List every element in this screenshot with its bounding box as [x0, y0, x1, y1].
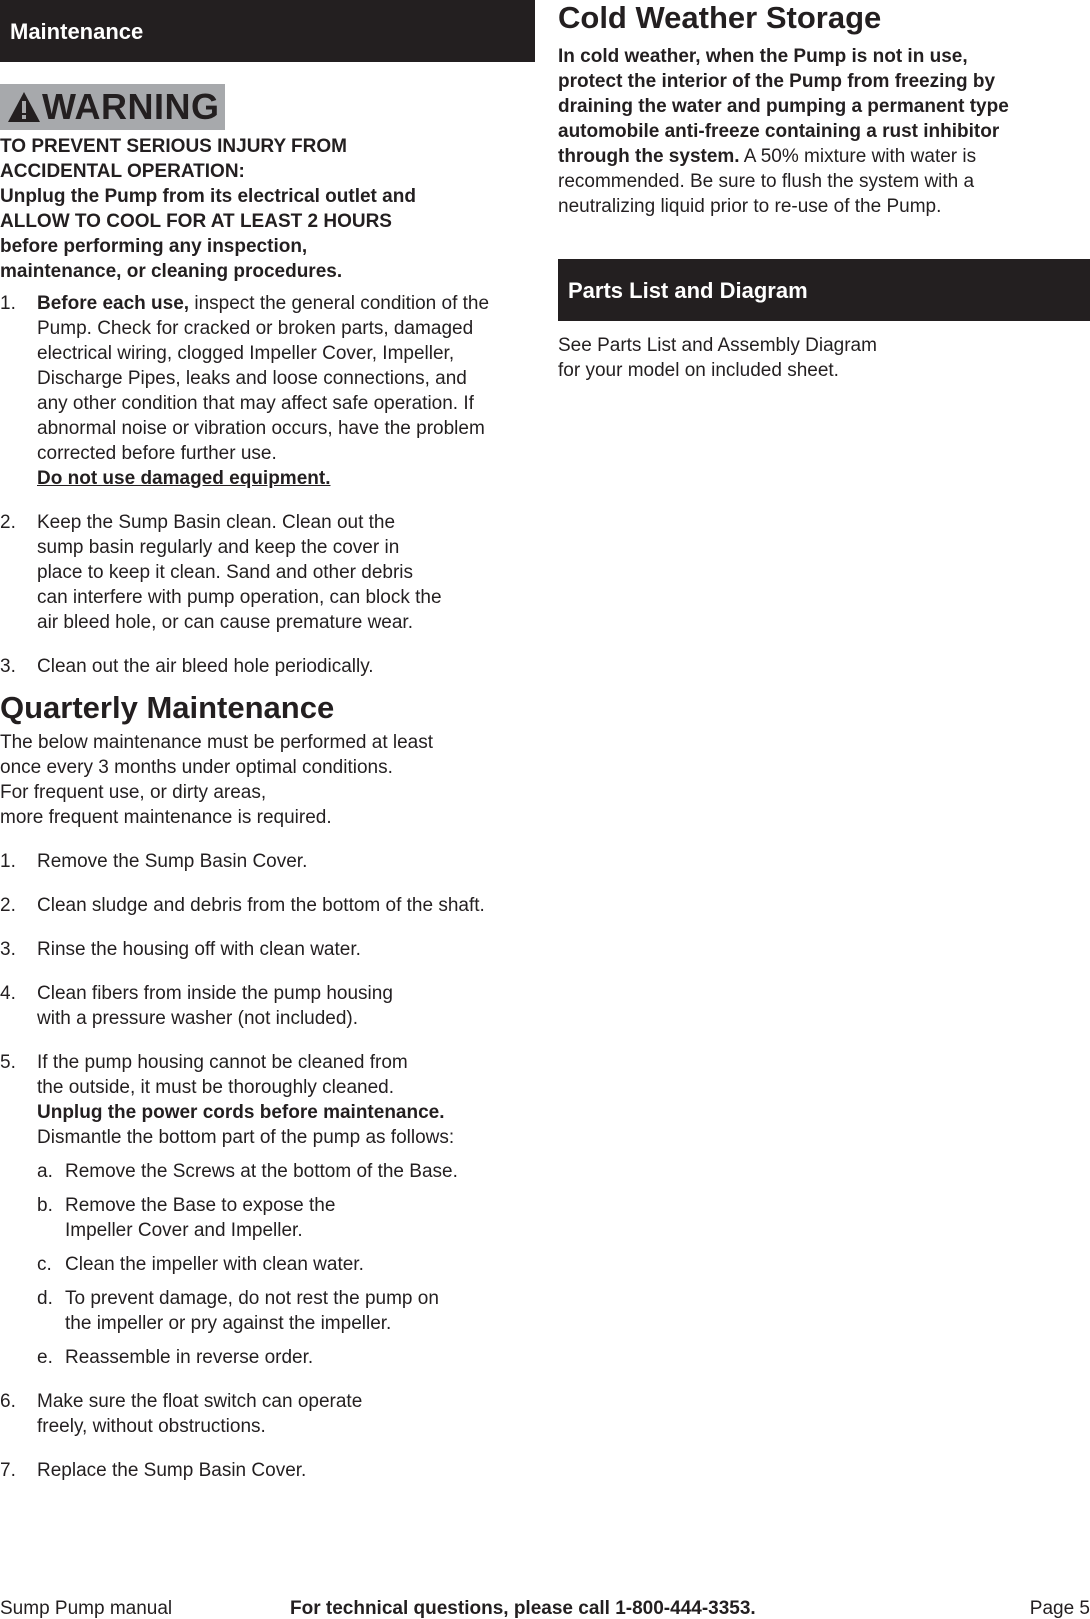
sub-text: To prevent damage, do not rest the pump on the impeller or pry against the impeller. — [65, 1288, 439, 1334]
sub-letter: d. — [37, 1288, 53, 1309]
list-item — [0, 849, 540, 874]
cold-weather-heading: Cold Weather Storage — [558, 0, 882, 35]
item-number: 2. — [0, 895, 16, 916]
item-number: 7. — [0, 1460, 16, 1481]
item-text-after: Dismantle the bottom part of the pump as follows: — [37, 1127, 455, 1148]
quarterly-maintenance-section — [0, 690, 540, 1502]
sub-text: Remove the Screws at the bottom of the Base. — [65, 1161, 458, 1182]
list-item — [0, 1458, 540, 1483]
sub-letter: c. — [37, 1254, 52, 1275]
item-lead: Before each use, — [37, 293, 190, 314]
quarterly-intro: The below maintenance must be performed at least once every 3 months under optimal conditions. For frequent use, or dirty areas, more frequent maintenance is required. — [0, 732, 434, 828]
item-text: Clean out the air bleed hole periodically. — [37, 656, 374, 677]
item-number: 3. — [0, 656, 16, 677]
item-text: Clean fibers from inside the pump housing with a pressure washer (not included). — [37, 983, 393, 1029]
page-number: Page 5 — [1029, 1598, 1090, 1619]
warning-triangle-icon — [6, 90, 42, 124]
item-text: Make sure the float switch can operate freely, without obstructions. — [37, 1391, 363, 1437]
item-text: If the pump housing cannot be cleaned from the outside, it must be thoroughly cleaned. — [37, 1052, 408, 1098]
list-item — [0, 291, 540, 491]
item-number: 2. — [0, 512, 16, 533]
item-text: Replace the Sump Basin Cover. — [37, 1460, 307, 1481]
maintenance-section-header — [0, 0, 535, 62]
warning-badge — [0, 84, 225, 130]
sub-text: Clean the impeller with clean water. — [65, 1254, 364, 1275]
warning-text: TO PREVENT SERIOUS INJURY FROM ACCIDENTAL OPERATION: Unplug the Pump from its electrical outlet and ALLOW TO COOL FOR AT LEAST 2 HOURS before performing any inspection, maintenance, or cleaning procedures. — [0, 136, 416, 282]
item-text: Remove the Sump Basin Cover. — [37, 851, 308, 872]
item-number: 3. — [0, 939, 16, 960]
sub-letter: b. — [37, 1195, 53, 1216]
sub-item — [37, 1345, 540, 1370]
maintenance-list — [0, 291, 540, 698]
cold-weather-text — [558, 44, 1090, 219]
list-item — [0, 937, 540, 962]
item-number: 4. — [0, 983, 16, 1004]
cold-weather-bold: In cold weather, when the Pump is not in use, protect the interior of the Pump from freezing by draining the water and pumping a permanent type automobile anti-freeze containing a rust inhibitor through the system. — [558, 46, 1009, 167]
sub-letter: e. — [37, 1347, 53, 1368]
sub-letter: a. — [37, 1161, 53, 1182]
right-column — [558, 0, 1090, 381]
item-text: Keep the Sump Basin clean. Clean out the sump basin regularly and keep the cover in place to keep it clean. Sand and other debris can interfere with pump operation, can block the air bleed hole, or can cause premature wear. — [37, 512, 442, 633]
item-number: 1. — [0, 851, 16, 872]
item-number: 6. — [0, 1391, 16, 1412]
item-text — [37, 291, 540, 466]
list-item — [0, 893, 540, 918]
item-text: Clean sludge and debris from the bottom of the shaft. — [37, 895, 485, 916]
warning-label: WARNING — [42, 86, 220, 127]
damaged-equipment-note: Do not use damaged equipment. — [37, 468, 331, 489]
sub-text: Reassemble in reverse order. — [65, 1347, 314, 1368]
item-body: inspect the general condition of the Pump. Check for cracked or broken parts, damaged electrical wiring, clogged Impeller Cover, Impeller, Discharge Pipes, leaks and loose connections, and any other condition that may affect safe operation. If abnormal noise or vibration occurs, have the problem corrected before further use. — [37, 293, 490, 464]
maintenance-title: Maintenance — [10, 18, 144, 44]
item-number: 1. — [0, 293, 16, 314]
left-column — [0, 0, 535, 62]
parts-section-header — [558, 259, 1090, 321]
item-number: 5. — [0, 1052, 16, 1073]
item-text: Rinse the housing off with clean water. — [37, 939, 361, 960]
cold-weather-body: A 50% mixture with water is recommended. Be sure to flush the system with a neutralizing liquid prior to re-use of the Pump. — [558, 146, 977, 217]
parts-text: See Parts List and Assembly Diagram for your model on included sheet. — [558, 335, 877, 381]
page-footer — [0, 1596, 1090, 1619]
sub-item — [37, 1159, 540, 1184]
parts-title: Parts List and Diagram — [568, 277, 808, 303]
footer-support-phone: For technical questions, please call 1-800-444-3353. — [290, 1598, 756, 1619]
list-item — [0, 510, 540, 635]
unplug-warning: Unplug the power cords before maintenance. — [37, 1102, 445, 1123]
list-item — [0, 981, 540, 1031]
footer-manual-name: Sump Pump manual — [0, 1598, 173, 1619]
sub-item — [37, 1193, 540, 1243]
sub-item — [37, 1286, 540, 1336]
sub-item — [37, 1252, 540, 1277]
quarterly-heading: Quarterly Maintenance — [0, 690, 335, 725]
list-item — [0, 1389, 540, 1439]
list-item — [0, 1050, 540, 1370]
list-item — [0, 654, 540, 679]
sub-text: Remove the Base to expose the Impeller Cover and Impeller. — [65, 1195, 336, 1241]
